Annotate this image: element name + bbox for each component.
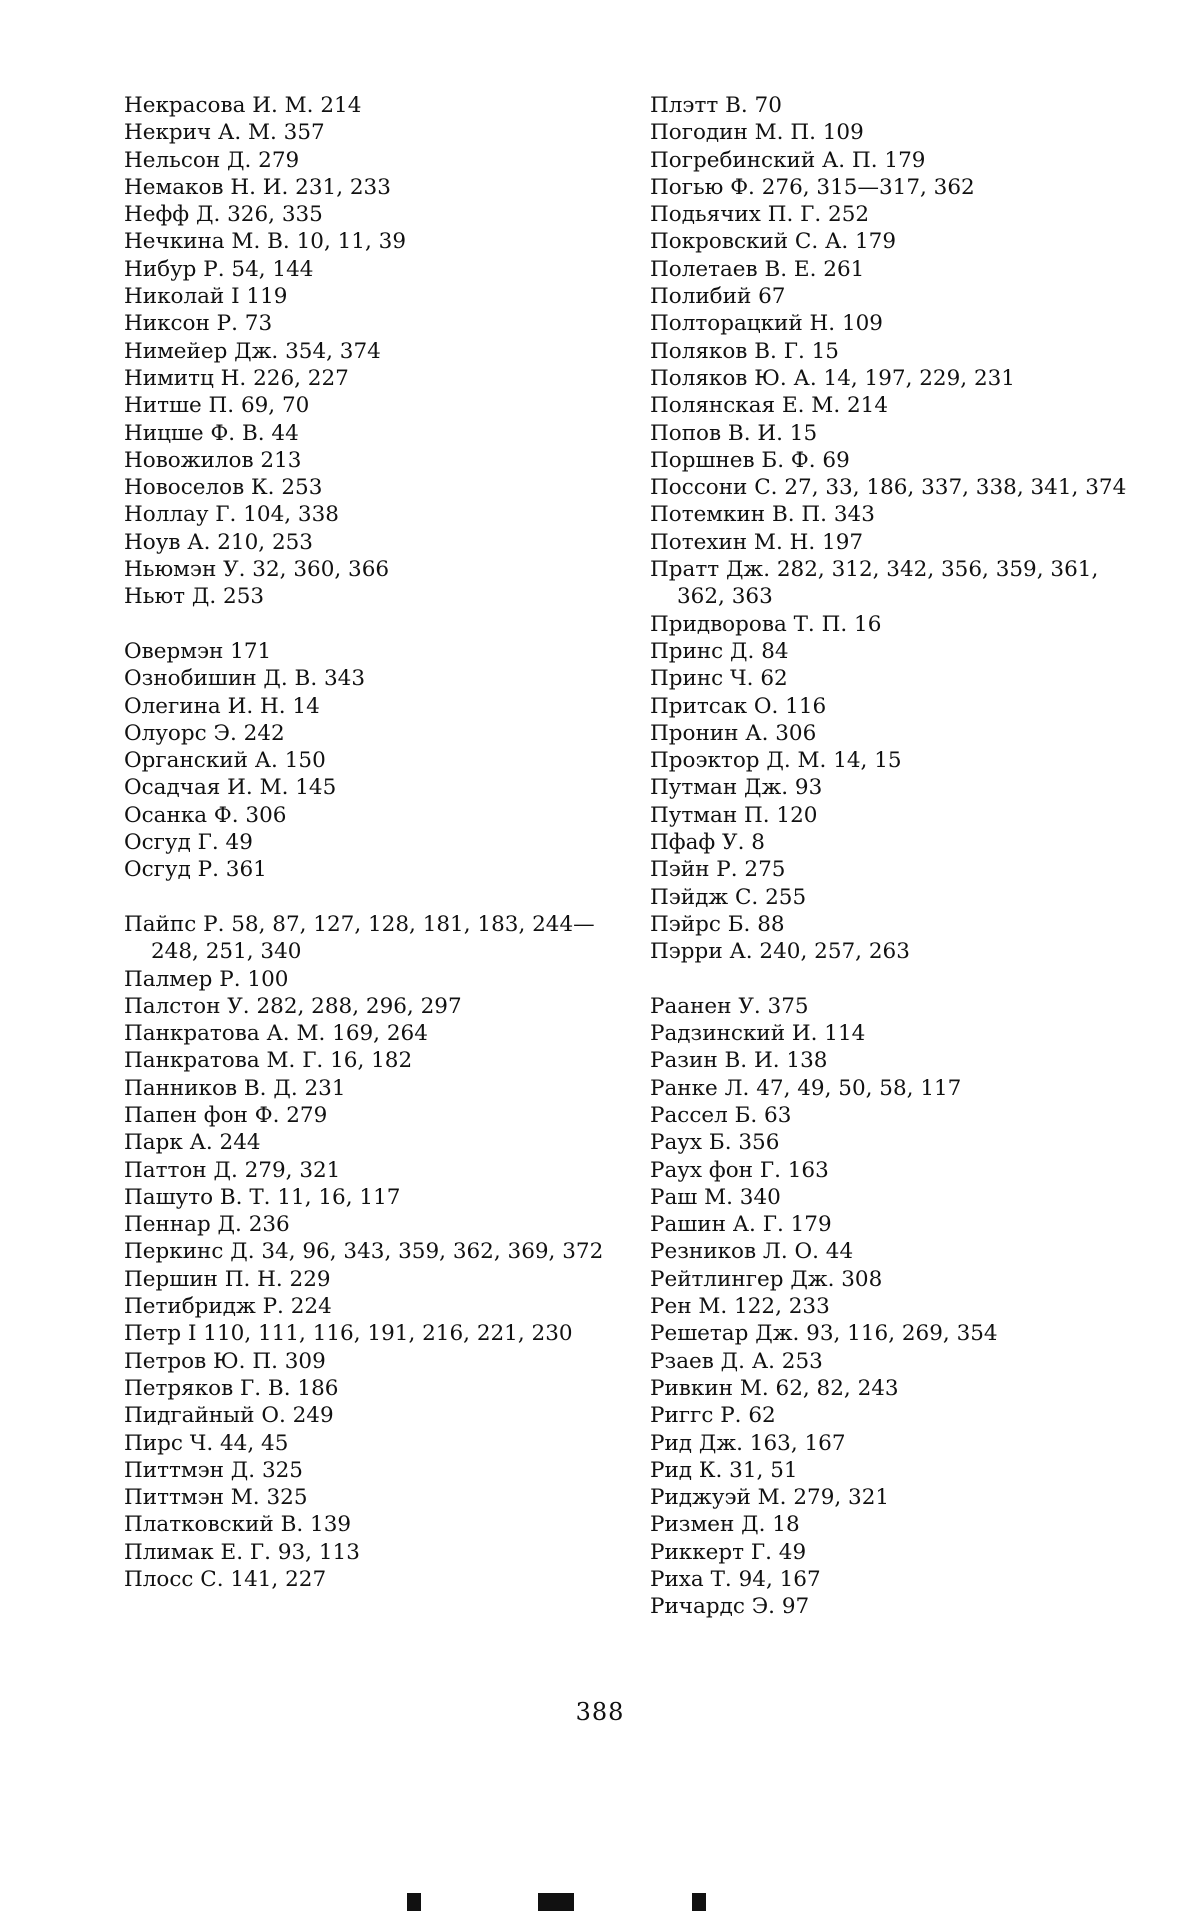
index-entry: Раух Б. 356: [650, 1130, 780, 1156]
index-entry: Ознобишин Д. В. 343: [124, 666, 366, 692]
index-entry: Поссони С. 27, 33, 186, 337, 338, 341, 374: [650, 475, 1127, 501]
index-entry: Ризмен Д. 18: [650, 1512, 800, 1538]
index-entry: Поляков В. Г. 15: [650, 338, 839, 364]
index-entry: Погодин М. П. 109: [650, 120, 864, 146]
index-entry: Пашуто В. Т. 11, 16, 117: [124, 1184, 401, 1210]
index-entry: Пратт Дж. 282, 312, 342, 356, 359, 361, 362, 363: [650, 557, 1099, 610]
text-fragment-mark: [407, 1893, 421, 1911]
index-entry: Погребинский А. П. 179: [650, 147, 926, 173]
index-entry: Нимитц Н. 226, 227: [124, 365, 349, 391]
index-entry: Рассел Б. 63: [650, 1102, 792, 1128]
page-number: 388: [575, 1698, 625, 1726]
index-entry: Путман Дж. 93: [650, 775, 823, 801]
index-entry: Пфаф У. 8: [650, 830, 765, 856]
index-entry: Питтмэн М. 325: [124, 1485, 308, 1511]
index-entry: Палмер Р. 100: [124, 966, 289, 992]
index-entry: Потехин М. Н. 197: [650, 529, 864, 555]
index-entry: Питтмэн Д. 325: [124, 1457, 303, 1483]
index-group-n: [124, 92, 624, 611]
index-entry: Паттон Д. 279, 321: [124, 1157, 341, 1183]
index-entry: Притсак О. 116: [650, 693, 827, 719]
index-entry: Пэйн Р. 275: [650, 857, 786, 883]
index-entry: Пэрри А. 240, 257, 263: [650, 939, 910, 965]
index-entry: Радзинский И. 114: [650, 1021, 866, 1047]
index-entry: Ричардс Э. 97: [650, 1594, 810, 1620]
index-entry: Осанка Ф. 306: [124, 802, 287, 828]
index-entry: Пэйдж С. 255: [650, 884, 807, 910]
index-entry: Плэтт В. 70: [650, 93, 782, 118]
index-entry: Платковский В. 139: [124, 1512, 352, 1538]
index-entry: Нечкина М. В. 10, 11, 39: [124, 229, 406, 255]
index-entry: Принс Д. 84: [650, 638, 789, 664]
index-entry: Петров Ю. П. 309: [124, 1348, 326, 1374]
index-entry: Нельсон Д. 279: [124, 147, 300, 173]
index-entry: Рашин А. Г. 179: [650, 1212, 832, 1238]
index-entry: Ранке Л. 47, 49, 50, 58, 117: [650, 1075, 962, 1101]
index-entry: Пайпс Р. 58, 87, 127, 128, 181, 183, 244—248, 251, 340: [124, 911, 595, 965]
index-entry: Решетар Дж. 93, 116, 269, 354: [650, 1321, 998, 1347]
index-entry: Некрасова И. М. 214: [124, 93, 362, 118]
index-entry: Ньют Д. 253: [124, 584, 265, 610]
index-entry: Новоселов К. 253: [124, 475, 323, 501]
index-entry: Новожилов 213: [124, 447, 302, 473]
index-entry: Осадчая И. М. 145: [124, 775, 337, 801]
index-entry: Ривкин М. 62, 82, 243: [650, 1375, 899, 1401]
next-page-text-fragment: [0, 1893, 1200, 1911]
index-entry: Нимейер Дж. 354, 374: [124, 338, 381, 364]
index-entry: Погью Ф. 276, 315—317, 362: [650, 174, 975, 200]
index-entry: Ноллау Г. 104, 338: [124, 502, 339, 528]
index-entry: Пэйрс Б. 88: [650, 911, 785, 937]
index-entry: Перкинс Д. 34, 96, 343, 359, 362, 369, 372: [124, 1239, 604, 1265]
group-spacer: [124, 611, 624, 638]
index-entry: Рид Дж. 163, 167: [650, 1430, 846, 1456]
index-entry: Петр I 110, 111, 116, 191, 216, 221, 230: [124, 1321, 573, 1347]
index-entry: Поршнев Б. Ф. 69: [650, 447, 850, 473]
index-entry: Проэктор Д. М. 14, 15: [650, 748, 902, 774]
index-entry: Органский А. 150: [124, 748, 326, 774]
index-entry: Ньюмэн У. 32, 360, 366: [124, 557, 390, 583]
text-fragment-mark: [538, 1893, 574, 1911]
index-entry: Придворова Т. П. 16: [650, 611, 882, 637]
index-entry: Полянская Е. М. 214: [650, 393, 889, 419]
index-entry: Раух фон Г. 163: [650, 1157, 829, 1183]
index-entry: Нефф Д. 326, 335: [124, 202, 323, 228]
index-entry: Николай I 119: [124, 284, 288, 310]
index-entry: Парк А. 244: [124, 1130, 261, 1156]
index-entry: Путман П. 120: [650, 802, 818, 828]
index-entry: Панкратова А. М. 169, 264: [124, 1021, 428, 1047]
index-entry: Резников Л. О. 44: [650, 1239, 854, 1265]
text-fragment-mark: [692, 1893, 706, 1911]
group-spacer: [650, 966, 1150, 993]
index-entry: Осгуд Г. 49: [124, 830, 253, 856]
index-entry: Подьячих П. Г. 252: [650, 202, 870, 228]
index-entry: Рен М. 122, 233: [650, 1294, 830, 1320]
index-group-o: [124, 638, 624, 884]
index-entry: Рид К. 31, 51: [650, 1457, 798, 1483]
index-entry: Пидгайный О. 249: [124, 1403, 334, 1429]
index-entry: Нибур Р. 54, 144: [124, 256, 314, 282]
index-entry: Палстон У. 282, 288, 296, 297: [124, 993, 462, 1019]
index-entry: Раанен У. 375: [650, 993, 809, 1019]
index-entry: Риггс Р. 62: [650, 1403, 776, 1429]
index-entry: Папен фон Ф. 279: [124, 1102, 328, 1128]
index-entry: Пронин А. 306: [650, 720, 817, 746]
index-entry: Нитше П. 69, 70: [124, 393, 310, 419]
index-entry: Панкратова М. Г. 16, 182: [124, 1048, 413, 1074]
index-entry: Полетаев В. Е. 261: [650, 256, 865, 282]
index-entry: Петибридж Р. 224: [124, 1294, 332, 1320]
index-entry: Плимак Е. Г. 93, 113: [124, 1539, 360, 1565]
index-entry: Немаков Н. И. 231, 233: [124, 174, 391, 200]
index-entry: Раш М. 340: [650, 1184, 781, 1210]
index-group-p: [124, 911, 624, 1593]
index-entry: Полторацкий Н. 109: [650, 311, 883, 337]
index-entry: Полибий 67: [650, 284, 786, 310]
index-group-r: [650, 993, 1150, 1621]
index-column-right: [650, 92, 1150, 1621]
index-entry: Попов В. И. 15: [650, 420, 818, 446]
index-entry: Осгуд Р. 361: [124, 857, 267, 883]
index-entry: Олегина И. Н. 14: [124, 693, 320, 719]
index-entry: Разин В. И. 138: [650, 1048, 828, 1074]
index-entry: Риха Т. 94, 167: [650, 1567, 821, 1593]
index-entry: Потемкин В. П. 343: [650, 502, 875, 528]
index-entry: Пеннар Д. 236: [124, 1212, 290, 1238]
index-group-p-continued: [650, 92, 1150, 966]
index-entry: Поляков Ю. А. 14, 197, 229, 231: [650, 365, 1015, 391]
index-entry: Олуорс Э. 242: [124, 720, 285, 746]
index-entry: Пирс Ч. 44, 45: [124, 1430, 289, 1456]
index-entry: Рзаев Д. А. 253: [650, 1348, 823, 1374]
index-entry: Риккерт Г. 49: [650, 1539, 807, 1565]
index-entry: Плосс С. 141, 227: [124, 1567, 327, 1593]
index-entry: Ноув А. 210, 253: [124, 529, 313, 555]
index-entry: Петряков Г. В. 186: [124, 1375, 339, 1401]
index-entry: Овермэн 171: [124, 638, 272, 664]
index-entry: Риджуэй М. 279, 321: [650, 1485, 890, 1511]
index-entry: Першин П. Н. 229: [124, 1266, 331, 1292]
index-entry: Никсон Р. 73: [124, 311, 273, 337]
group-spacer: [124, 884, 624, 911]
index-column-left: [124, 92, 624, 1593]
index-entry: Покровский С. А. 179: [650, 229, 897, 255]
index-entry: Принс Ч. 62: [650, 666, 788, 692]
index-entry: Рейтлингер Дж. 308: [650, 1266, 883, 1292]
index-entry: Ницше Ф. В. 44: [124, 420, 299, 446]
index-entry: Некрич А. М. 357: [124, 120, 325, 146]
index-entry: Панников В. Д. 231: [124, 1075, 346, 1101]
